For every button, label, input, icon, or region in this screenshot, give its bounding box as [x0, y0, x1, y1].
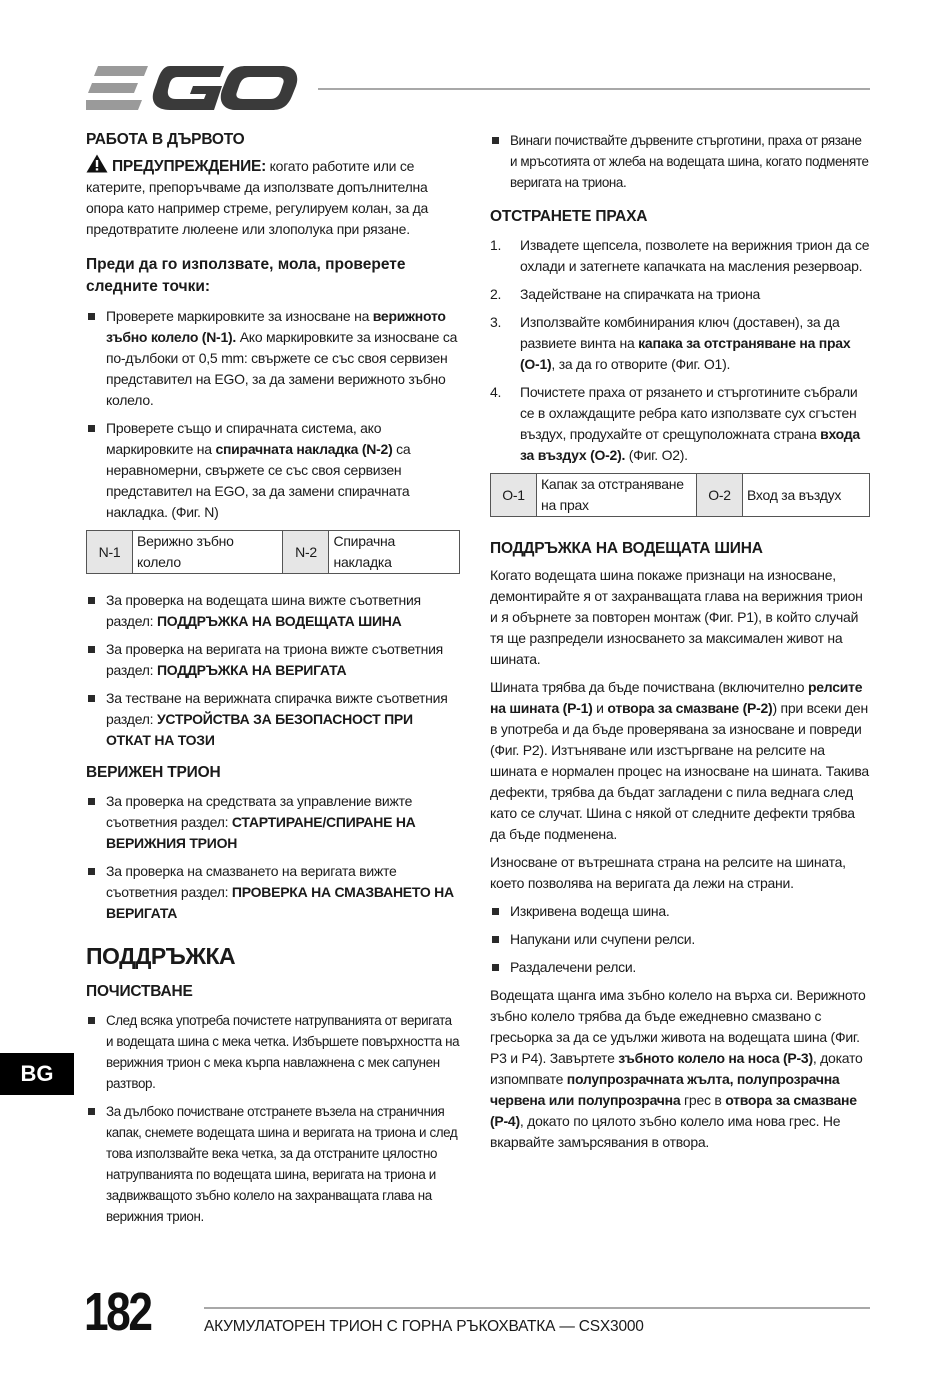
- list-item: Раздалечени релси.: [490, 957, 870, 978]
- check-list: [86, 306, 460, 523]
- right-column: [490, 130, 870, 1153]
- bullet-icon: [88, 1017, 95, 1024]
- defect-list: [490, 901, 870, 978]
- guide-heading: ПОДДРЪЖКА НА ВОДЕЩАТА ШИНА: [490, 540, 763, 557]
- table-code: О-2: [697, 474, 743, 517]
- list-item: Изкривена водеща шина.: [490, 901, 870, 922]
- woodwork-heading: РАБОТА В ДЪРВОТО: [86, 131, 245, 148]
- guide-paragraph-4: Водещата щанга има зъбно колело на върха си. Верижното зъбно колело трябва да бъде ежедневно смазвано с гресьорка за да се удължи живота на водещата шина (Фиг. P3 и P4). Завъртете зъбното колело на носа (Р-3), докато изпомпвате полупрозрачната жълта, полупрозрачна червена или полупрозрачна грес в отвора за смазване (Р-4), докато по цялото зъбно колело има нова грес. Не вкарвайте замърсявания в отвора.: [490, 987, 866, 1150]
- bullet-icon: [88, 646, 95, 653]
- check-heading: Преди да го използвате, мола, проверете следните точки:: [86, 256, 406, 295]
- warning-text: когато работите или се катерите, препоръчваме да използвате допълнителна опора като например стреме, регулируем колан, за да предотвратите люлеене или злополука при рязане.: [86, 158, 429, 237]
- maintenance-heading: ПОДДРЪЖКА: [86, 943, 236, 969]
- list-item: Винаги почиствайте дървените стърготини, праха от рязане и мръсотията от жлеба на водещата шина, когато подменяте веригата на триона.: [490, 130, 870, 193]
- list-item: За проверка на смазването на веригата вижте съответния раздел: ПРОВЕРКА НА СМАЗВАНЕТО НА ВЕРИГАТА: [86, 861, 460, 924]
- bullet-icon: [492, 137, 499, 144]
- logo-text: EGO: [86, 64, 89, 65]
- list-item: Проверете маркировките за износване на верижното зъбно колело (N-1). Ако маркировките за износване са по-дълбоки от 0,5 mm: свържете се със своя сервизен представител на EGO, за да замени верижното зъбно колело.: [86, 306, 460, 411]
- table-code: N-2: [283, 531, 329, 574]
- bullet-icon: [88, 798, 95, 805]
- list-item: За дълбоко почистване отстранете възела на страничния капак, снемете водещата шина и веригата на триона и след това използвайте века четка, за да отстраните цялостно натрупванията по водещата шина, веригата на триона и задвижващото зъбно колело на захранващата глава на верижния трион.: [86, 1101, 460, 1227]
- bullet-icon: [492, 936, 499, 943]
- left-column: [86, 130, 460, 1234]
- bullet-icon: [492, 908, 499, 915]
- chainsaw-list: [86, 791, 460, 924]
- warning-paragraph: [86, 154, 460, 240]
- bullet-icon: [88, 868, 95, 875]
- bullet-icon: [492, 964, 499, 971]
- footer-title: АКУМУЛАТОРЕН ТРИОН С ГОРНА РЪКОХВАТКА — CSX3000: [204, 1318, 644, 1335]
- reference-list: [86, 590, 460, 751]
- header-rule: [318, 88, 870, 90]
- bullet-icon: [88, 313, 95, 320]
- cleaning-heading: ПОЧИСТВАНЕ: [86, 983, 193, 1000]
- list-item: За тестване на верижната спирачка вижте съответния раздел: УСТРОЙСТВА ЗА БЕЗОПАСНОСТ ПРИ ОТКАТ НА ТОЗИ: [86, 688, 460, 751]
- dust-steps: [490, 235, 870, 466]
- top-list: [490, 130, 870, 193]
- bullet-icon: [88, 425, 95, 432]
- table-label: Капак за отстраняване на прах: [537, 474, 697, 517]
- cleaning-list: [86, 1010, 460, 1227]
- language-tab: BG: [0, 1053, 74, 1095]
- table-label: Верижно зъбно колело: [133, 531, 283, 574]
- list-item: За проверка на водещата шина вижте съответния раздел: ПОДДРЪЖКА НА ВОДЕЩАТА ШИНА: [86, 590, 460, 632]
- bullet-icon: [88, 695, 95, 702]
- warning-label: ПРЕДУПРЕЖДЕНИЕ:: [112, 158, 266, 175]
- list-item: 1. Извадете щепсела, позволете на верижния трион да се охлади и затегнете капачката на масления резервоар.: [490, 237, 870, 274]
- table-code: N-1: [87, 531, 133, 574]
- list-item: 2. Задействане на спирачката на триона: [490, 286, 761, 302]
- list-item: След всяка употреба почистете натрупванията от веригата и водещата шина с мека четка. Избършете повърхността на верижния трион с мека кърпа навлажнена с мек сапунен разтвор.: [86, 1010, 460, 1094]
- dust-heading: ОТСТРАНЕТЕ ПРАХА: [490, 208, 648, 225]
- page-number: 182: [84, 1282, 151, 1342]
- reference-table-n: [86, 530, 460, 574]
- list-item: Напукани или счупени релси.: [490, 929, 870, 950]
- warning-triangle-icon: [86, 154, 108, 173]
- footer-rule: [204, 1307, 870, 1309]
- table-label: Вход за въздух: [743, 474, 870, 517]
- bullet-icon: [88, 1108, 95, 1115]
- list-item: Проверете също и спирачната система, ако маркировките на спирачната накладка (N-2) са неравномерни, свържете се със своя сервизен представител на EGO, за да замени спирачната накладка. (Фиг. N): [86, 418, 460, 523]
- guide-paragraph-2: Шината трябва да бъде почиствана (включително релсите на шината (Р-1) и отвора за смазване (Р-2)) при всеки ден в употреба и да бъде проверявана за износване и повреди (Фиг. P2). Изтъняване или изстъргване на релсите на шината е нормален процес на износване на шината. Такива дефекти, трябва да бъдат загладени с пила веднага след като се случат. Шина с някой от следните дефекти трябва да бъде подменена.: [490, 679, 869, 842]
- chainsaw-heading: ВЕРИЖЕН ТРИОН: [86, 764, 221, 781]
- guide-paragraph-1: Когато водещата шина покаже признаци на износване, демонтирайте я от захранващата глава на верижния трион и я обърнете за повторен монтаж (Фиг. P1), в който случай тя ще разпредели износването за максимален живот на шината.: [490, 567, 863, 667]
- list-item: За проверка на средствата за управление вижте съответния раздел: СТАРТИРАНЕ/СПИРАНЕ НА ВЕРИЖНИЯ ТРИОН: [86, 791, 460, 854]
- list-item: За проверка на веригата на триона вижте съответния раздел: ПОДДРЪЖКА НА ВЕРИГАТА: [86, 639, 460, 681]
- bullet-icon: [88, 597, 95, 604]
- list-item: 4. Почистете праха от рязането и стърготините събрали се в охлаждащите ребра като използвате сух сгъстен въздух, продухайте от срещуположната страна входа за въздух (О-2). (Фиг. О2).: [490, 384, 860, 463]
- reference-table-o: [490, 473, 870, 517]
- logo-e-bars: [86, 66, 148, 110]
- ego-logo: [86, 64, 298, 114]
- guide-paragraph-3: Износване от вътрешната страна на релсите на шината, което позволява на веригата да лежи на страни.: [490, 854, 846, 891]
- table-code: О-1: [491, 474, 537, 517]
- list-item: 3. Използвайте комбинирания ключ (доставен), за да развиете винта на капака за отстраняване на прах (О-1), за да го отворите (Фиг. О1).: [490, 314, 851, 372]
- table-label: Спирачна накладка: [329, 531, 460, 574]
